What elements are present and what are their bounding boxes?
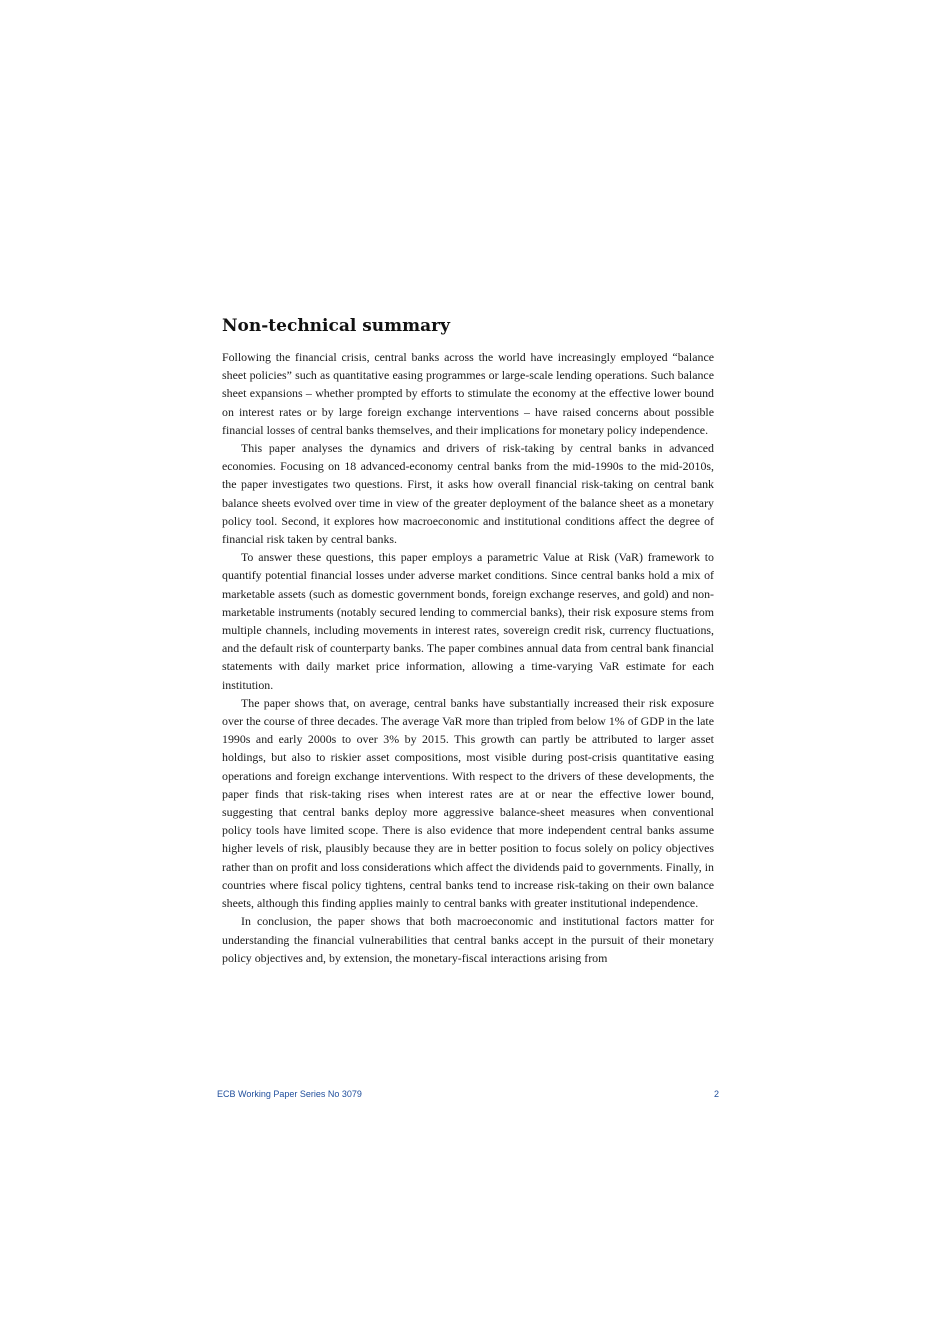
section-title: Non-technical summary bbox=[222, 316, 450, 336]
paragraph-2: This paper analyses the dynamics and drivers of risk-taking by central banks in advanced economies. Focusing on 18 advanced-economy central banks from the mid-1990s to the mid-2010s, the paper investigates two questions. First, it asks how overall financial risk-taking on central bank balance sheets evolved over time in view of the greater deployment of the balance sheet as a monetary policy tool. Second, it explores how macroeconomic and institutional conditions affect the degree of financial risk taken by central banks. bbox=[222, 441, 714, 547]
summary-body bbox=[222, 348, 714, 967]
paragraph-4: The paper shows that, on average, central banks have substantially increased their risk exposure over the course of three decades. The average VaR more than tripled from below 1% of GDP in the late 1990s and early 2000s to over 3% by 2015. This growth can partly be attributed to larger asset holdings, but also to riskier asset compositions, most visible during post-crisis quantitative easing operations and foreign exchange interventions. With respect to the drivers of these developments, the paper finds that risk-taking rises when interest rates are at or near the effective lower bound, suggesting that central banks deploy more aggressive balance-sheet measures when conventional policy tools have limited scope. There is also evidence that more independent central banks assume higher levels of risk, plausibly because they are in better position to focus solely on policy objectives rather than on profit and loss considerations which affect the dividends paid to governments. Finally, in countries where fiscal policy tightens, central banks tend to increase risk-taking on their own balance sheets, although this finding applies mainly to central banks with greater institutional independence. bbox=[222, 695, 714, 911]
footer-series-link[interactable]: ECB Working Paper Series No 3079 bbox=[217, 1089, 362, 1099]
paragraph-5: In conclusion, the paper shows that both macroeconomic and institutional factors matter for understanding the financial vulnerabilities that central banks accept in the pursuit of their monetary policy objectives and, by extension, the monetary-fiscal interactions arising from bbox=[222, 914, 714, 965]
paragraph-1: Following the financial crisis, central banks across the world have increasingly employed “balance sheet policies” such as quantitative easing programmes or large-scale lending operations. Such balance sheet expansions – whether prompted by efforts to stimulate the economy at the effective lower bound on interest rates or by large foreign exchange interventions – have raised concerns about possible financial losses of central banks themselves, and their implications for monetary policy independence. bbox=[222, 350, 714, 437]
paragraph-3: To answer these questions, this paper employs a parametric Value at Risk (VaR) framework to quantify potential financial losses under adverse market conditions. Since central banks hold a mix of marketable assets (such as domestic government bonds, foreign exchange reserves, and gold) and non-marketable instruments (notably secured lending to commercial banks), their risk exposure stems from multiple channels, including movements in interest rates, sovereign credit risk, currency fluctuations, and the default risk of counterparty banks. The paper combines annual data from central bank financial statements with daily market price information, allowing a time-varying VaR estimate for each institution. bbox=[222, 550, 714, 692]
footer-page-number: 2 bbox=[713, 1089, 719, 1099]
